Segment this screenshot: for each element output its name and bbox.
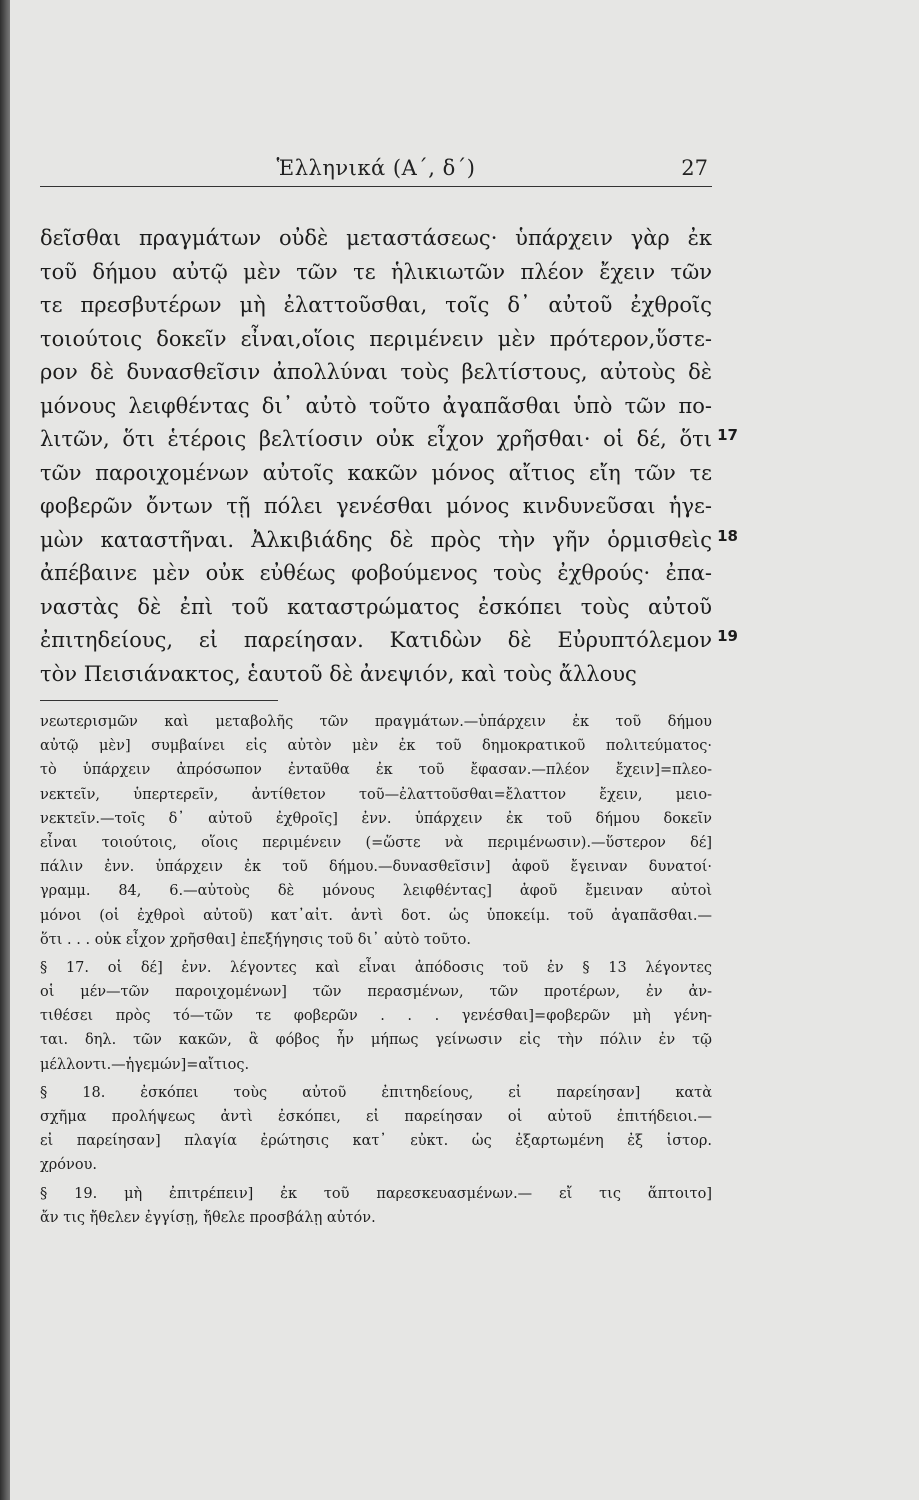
- text-line: [40, 256, 712, 290]
- book-page: [10, 0, 919, 1500]
- footnote-line: ἄν τις ἤθελεν ἐγγίσῃ, ἤθελε προσβάλῃ αὐτόν.: [40, 1209, 376, 1226]
- footnote-line: τιθέσει πρὸς τό—τῶν τε φοβερῶν . . . γενέσθαι]=φοβερῶν μὴ γένη-: [40, 1008, 712, 1025]
- text-line: [40, 557, 712, 591]
- text-line: [40, 390, 712, 424]
- section-marker: 17: [717, 426, 738, 444]
- footnote-line: αὐτῷ μὲν] συμβαίνει εἰς αὐτὸν μὲν ἐκ τοῦ δημοκρατικοῦ πολιτεύματος·: [40, 738, 712, 755]
- text-line: [40, 423, 738, 457]
- footnote-line: γραμμ. 84, 6.—αὐτοὺς δὲ μόνους λειφθέντας] ἀφοῦ ἔμειναν αὐτοὶ: [40, 883, 712, 900]
- footnote-line: πάλιν ἐνν. ὑπάρχειν ἐκ τοῦ δήμου.—δυνασθεῖσιν] ἀφοῦ ἔγειναν δυνατοί·: [40, 859, 712, 876]
- text-line-content: φοβερῶν ὄντων τῇ πόλει γενέσθαι μόνος κινδυνεῦσαι ἡγε-: [40, 494, 712, 518]
- text-line-content: τοιούτοις δοκεῖν εἶναι,οἵοις περιμένειν μὲν πρότερον,ὕστε-: [40, 326, 712, 351]
- footnote-line: ὅτι . . . οὐκ εἶχον χρῆσθαι] ἐπεξήγησις τοῦ δι᾽ αὐτὸ τοῦτο.: [40, 931, 471, 948]
- running-title: Ἑλληνικά (Α΄, δ΄): [276, 156, 476, 180]
- text-line: [40, 490, 712, 524]
- footnote-line: § 19. μὴ ἐπιτρέπειν] ἐκ τοῦ παρεσκευασμένων.— εἴ τις ἅπτοιτο]: [40, 1185, 712, 1202]
- text-line-content: τοῦ δήμου αὐτῷ μὲν τῶν τε ἡλικιωτῶν πλέον ἔχειν τῶν: [40, 259, 712, 284]
- text-line: [40, 457, 712, 491]
- text-line-content: μόνους λειφθέντας δι᾽ αὐτὸ τοῦτο ἀγαπᾶσθαι ὑπὸ τῶν πο-: [40, 393, 712, 418]
- footnote-line: ται. δηλ. τῶν κακῶν, ἃ φόβος ἦν μήπως γείνωσιν εἰς τὴν πόλιν ἐν τῷ: [40, 1032, 712, 1049]
- footnote-line: σχῆμα προλήψεως ἀντὶ ἐσκόπει, εἰ παρείησαν οἱ αὐτοῦ ἐπιτήδειοι.—: [40, 1109, 712, 1125]
- running-header: [40, 156, 712, 187]
- text-line: [40, 524, 738, 558]
- text-line: [40, 222, 712, 256]
- text-line-content: μὼν καταστῆναι. Ἀλκιβιάδης δὲ πρὸς τὴν γῆν ὁρμισθεὶς: [40, 527, 712, 552]
- text-line-content: τὸν Πεισιάνακτος, ἑαυτοῦ δὲ ἀνεψιόν, καὶ τοὺς ἄλλους: [40, 661, 637, 686]
- text-line: [40, 356, 712, 390]
- footnote-line: μέλλοντι.—ἡγεμών]=αἴτιος.: [40, 1056, 250, 1073]
- section-marker: 18: [717, 526, 738, 545]
- text-line-content: ρον δὲ δυνασθεῖσιν ἀπολλύναι τοὺς βελτίστους, αὐτοὺς δὲ: [40, 360, 712, 384]
- footnote-line: εἶναι τοιούτοις, οἵοις περιμένειν (=ὥστε νὰ περιμένωσιν).—ὕστερον δέ]: [40, 834, 712, 851]
- main-text: [40, 222, 738, 691]
- footnote-line: § 18. ἐσκόπει τοὺς αὐτοῦ ἐπιτηδείους, εἰ παρείησαν] κατὰ: [40, 1084, 712, 1101]
- footnote-line: οἱ μέν—τῶν παροιχομένων] τῶν περασμένων, τῶν προτέρων, ἐν ἀν-: [40, 984, 712, 1001]
- footnote-line: χρόνου.: [40, 1157, 98, 1174]
- footnote-line: νεωτερισμῶν καὶ μεταβολῆς τῶν πραγμάτων.—ὑπάρχειν ἐκ τοῦ δήμου: [40, 714, 712, 730]
- footnote-rule: [40, 700, 278, 701]
- footnotes: [40, 710, 712, 1230]
- text-line-content: ναστὰς δὲ ἐπὶ τοῦ καταστρώματος ἐσκόπει τοὺς αὐτοῦ: [40, 594, 712, 619]
- footnote-line: νεκτεῖν.—τοῖς δ᾽ αὐτοῦ ἐχθροῖς] ἐνν. ὑπάρχειν ἐκ τοῦ δήμου δοκεῖν: [40, 810, 712, 827]
- text-line: [40, 624, 738, 658]
- footnote-line: τὸ ὑπάρχειν ἀπρόσωπον ἐνταῦθα ἐκ τοῦ ἔφασαν.—πλέον ἔχειν]=πλεο-: [40, 762, 712, 779]
- text-line-content: δεῖσθαι πραγμάτων οὐδὲ μεταστάσεως· ὑπάρχειν γὰρ ἐκ: [40, 226, 712, 250]
- footnote-line: § 17. οἱ δέ] ἐνν. λέγοντες καὶ εἶναι ἀπόδοσις τοῦ ἐν § 13 λέγοντες: [40, 959, 712, 976]
- text-line-content: ἐπιτηδείους, εἰ παρείησαν. Κατιδὼν δὲ Εὐρυπτόλεμον: [40, 628, 712, 652]
- text-line: [40, 323, 712, 357]
- footnote-line: εἰ παρείησαν] πλαγία ἐρώτησις κατ᾽ εὐκτ. ὡς ἐξαρτωμένη ἐξ ἱστορ.: [40, 1133, 712, 1150]
- footnote-line: μόνοι (οἱ ἐχθροὶ αὐτοῦ) κατ᾽αἰτ. ἀντὶ δοτ. ὡς ὑποκείμ. τοῦ ἀγαπᾶσθαι.—: [40, 907, 712, 924]
- text-line: [40, 289, 712, 323]
- text-line: [40, 591, 712, 625]
- text-line-content: ἀπέβαινε μὲν οὐκ εὐθέως φοβούμενος τοὺς ἐχθρούς· ἐπα-: [40, 561, 712, 585]
- text-line: [40, 658, 712, 692]
- book-gutter-edge: [0, 0, 10, 1500]
- text-line-content: τε πρεσβυτέρων μὴ ἐλαττοῦσθαι, τοῖς δ᾽ αὐτοῦ ἐχθροῖς: [40, 293, 712, 317]
- text-line-content: λιτῶν, ὅτι ἑτέροις βελτίοσιν οὐκ εἶχον χρῆσθαι· οἱ δέ, ὅτι: [40, 427, 712, 451]
- section-marker: 19: [717, 627, 738, 645]
- footnote-line: νεκτεῖν, ὑπερτερεῖν, ἀντίθετον τοῦ—ἐλαττοῦσθαι=ἔλαττον ἔχειν, μειο-: [40, 786, 712, 803]
- text-line-content: τῶν παροιχομένων αὐτοῖς κακῶν μόνος αἴτιος εἴη τῶν τε: [40, 460, 712, 485]
- page-number: 27: [681, 156, 708, 180]
